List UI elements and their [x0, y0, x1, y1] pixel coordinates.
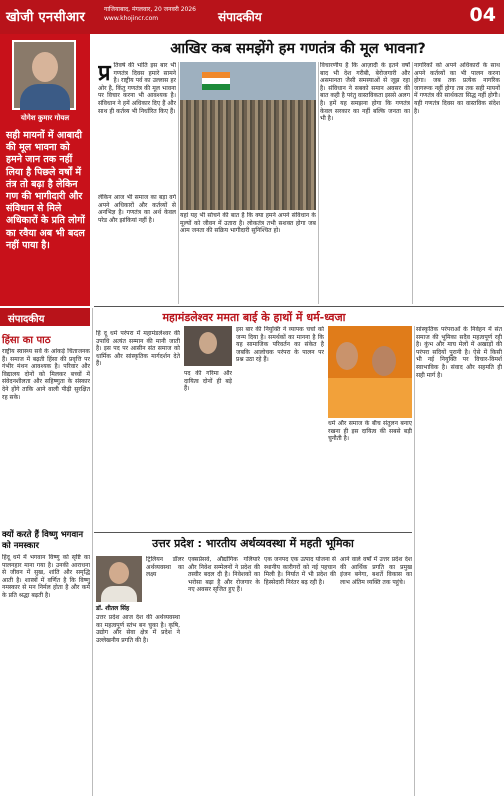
brand-title: खोजी एनसीआर	[6, 10, 86, 25]
lower-column-1b: ट्रिलियन डॉलर अर्थव्यवस्था का लक्ष्य	[146, 556, 184, 579]
portrait-face	[199, 332, 217, 354]
drop-cap: प्र	[98, 62, 111, 86]
author-photo	[12, 40, 76, 110]
column-rule	[178, 62, 179, 304]
columnist-byline: डॉ. शीतल सिंह	[96, 605, 130, 612]
lead-headline: आखिर कब समझेंगे हम गणतंत्र की मूल भावना?	[170, 41, 426, 57]
columnist-photo	[96, 556, 142, 602]
saint-face	[372, 346, 396, 376]
pull-quote: सही मायनों में आबादी की मूल भावना को हमने जान तक नहीं लिया है पिछले वर्षों में तंत्र तो बढ़ा है लेकिन गण की भागीदारी और संविधान से मिले अधिकारों के प्रति लोगों का रवैया अब भी बदल नहीं पाया है।	[6, 130, 85, 251]
crowd-mass	[180, 100, 316, 210]
lead-column-3: यहां यह भी सोचने की बात है कि क्या हमने अपने संविधान के मूल्यों को जीवन में उतारा है। लोकतंत्र तभी सशक्त होगा जब आम जनता की सक्रिय भागीदारी सुनिश्चित हो।	[180, 212, 316, 235]
lower-headline: उत्तर प्रदेश : भारतीय अर्थव्यवस्था में महती भूमिका	[152, 537, 354, 550]
lower-column-4: आने वाले वर्षों में उत्तर प्रदेश देश की आर्थिक प्रगति का प्रमुख इंजन बनेगा, बशर्ते विकास का लाभ अंतिम व्यक्ति तक पहुंचे।	[340, 556, 412, 586]
lead-text-1: तिवर्ष की भांति इस बार भी गणतंत्र दिवस हमारे सामने है। राष्ट्रीय पर्व का उल्लास हर ओर है, किंतु गणतंत्र की मूल भावना पर विचार करना भी आवश्यक है। संविधान ने हमें अधिकार दिए हैं और साथ ही कर्तव्य भी निर्धारित किए हैं।	[98, 62, 176, 115]
masthead	[0, 0, 504, 34]
lead-column-2: लेकिन आज भी समाज का बड़ा वर्ग अपने अधिकारों और कर्तव्यों से अनभिज्ञ है। गणतंत्र का अर्थ केवल परेड और झांकियां नहीं है।	[98, 194, 176, 224]
author-shirt	[20, 84, 70, 110]
dateline: गाजियाबाद, मंगलवार, 20 जनवरी 2026	[104, 6, 196, 13]
editorial-headline-2: क्यों करते हैं विष्णु भगवान को नमस्कार	[2, 530, 84, 551]
right-column: सांस्कृतिक परंपराओं के निर्वहन में संत समाज की भूमिका सदैव महत्वपूर्ण रही है। कुंभ और माघ मेलों में अखाड़ों की परंपरा सदियों पुरानी है। ऐसे में किसी भी नई नियुक्ति पर विचार-विमर्श स्वाभाविक है। संवाद और सहमति ही सही मार्ग है।	[416, 326, 502, 379]
lead-column-4: विचारणीय है कि आज़ादी के इतने वर्षों बाद भी देश गरीबी, बेरोजगारी और असमानता जैसी समस्याओं से जूझ रहा है। संविधान ने सबको समान अवसर की बात कही है परंतु वास्तविकता इससे अलग है। हमें यह समझना होगा कि गणतंत्र केवल सरकार का नहीं बल्कि जनता का भी है।	[320, 62, 410, 123]
lower-column-3: एक जनपद एक उत्पाद योजना से स्थानीय कारीगरों को नई पहचान मिली है। निर्यात में भी प्रदेश की हिस्सेदारी निरंतर बढ़ रही है।	[264, 556, 336, 586]
middle-column-2: पद की गरिमा और दायित्व दोनों ही बड़े हैं।	[184, 370, 232, 393]
editorial-band: संपादकीय	[0, 308, 90, 326]
saffron-robe	[328, 378, 412, 418]
column-rule	[318, 62, 319, 304]
author-name: योगेश कुमार गोयल	[20, 114, 70, 122]
editorial-text-2: हिंदू धर्म में भगवान विष्णु को सृष्टि का पालनहार माना गया है। उनकी आराधना से जीवन में सुख, शांति और समृद्धि आती है। शास्त्रों में वर्णित है कि विष्णु नमस्कार से मन निर्मल होता है और कर्म के प्रति श्रद्धा बढ़ती है।	[2, 554, 90, 599]
columnist-shirt	[101, 586, 137, 602]
lead-column-5: नागरिकों को अपने अधिकारों के साथ अपने कर्तव्यों का भी पालन करना होगा। जब तक प्रत्येक नागरिक जागरूक नहीं होगा तब तक सही मायनों में गणतंत्र की सार्थकता सिद्ध नहीं होगी। यही गणतंत्र दिवस का वास्तविक संदेश है।	[414, 62, 500, 115]
edition-url: www.khojincr.com	[104, 15, 159, 22]
editorial-text-1: राष्ट्रीय स्वास्थ्य सर्वे के आंकड़े चिंताजनक हैं। समाज में बढ़ती हिंसा की प्रवृत्ति पर गंभीर मंथन आवश्यक है। परिवार और विद्यालय दोनों को मिलकर बच्चों में संवेदनशीलता और सहिष्णुता के संस्कार देने होंगे ताकि आने वाली पीढ़ी सुरक्षित रह सके।	[2, 348, 90, 401]
author-face	[32, 52, 58, 82]
photo-sky	[180, 62, 316, 100]
lead-column-1	[98, 62, 176, 192]
middle-headline: महामंडलेश्वर ममता बाई के हाथों में धर्म-ध्वजा	[162, 311, 346, 324]
section-divider	[94, 532, 412, 533]
portrait-photo	[184, 326, 232, 366]
crowd-photo	[180, 62, 316, 210]
lower-column-2: एक्सप्रेसवे, औद्योगिक गलियारे और निवेश सम्मेलनों ने प्रदेश की तस्वीर बदल दी है। निवेशकों का भरोसा बढ़ा है और रोजगार के नए अवसर सृजित हुए हैं।	[188, 556, 260, 594]
column-rule	[412, 62, 413, 304]
saint-face	[336, 342, 358, 370]
tricolor-flag	[202, 72, 230, 90]
section-title: संपादकीय	[218, 10, 262, 24]
page-number: 04	[469, 4, 496, 26]
saints-photo	[328, 326, 412, 418]
lower-column-1: उत्तर प्रदेश आज देश की अर्थव्यवस्था का महत्वपूर्ण स्तंभ बन चुका है। कृषि, उद्योग और सेवा क्षेत्र में प्रदेश ने उल्लेखनीय प्रगति की है।	[96, 614, 180, 644]
editorial-headline-1: हिंसा का पाठ	[2, 335, 51, 346]
columnist-face	[109, 562, 129, 584]
middle-column-4: धर्म और समाज के बीच संतुलन बनाए रखना ही इस दायित्व की सबसे बड़ी चुनौती है।	[328, 420, 412, 443]
middle-column-1: हिं दू धर्म परंपरा में महामंडलेश्वर की उपाधि अत्यंत सम्मान की मानी जाती है। इस पद पर आसीन संत समाज को धार्मिक और सांस्कृतिक मार्गदर्शन देते हैं।	[96, 330, 180, 368]
column-rule	[92, 308, 93, 796]
middle-column-3: इस बार की नियुक्ति ने व्यापक चर्चा को जन्म दिया है। समर्थकों का मानना है कि यह सामाजिक परिवर्तन का संकेत है जबकि आलोचक परंपरा के पालन पर प्रश्न उठा रहे हैं।	[236, 326, 324, 364]
section-divider	[94, 306, 504, 307]
column-rule	[414, 326, 415, 796]
opinion-sidebar	[0, 34, 90, 306]
